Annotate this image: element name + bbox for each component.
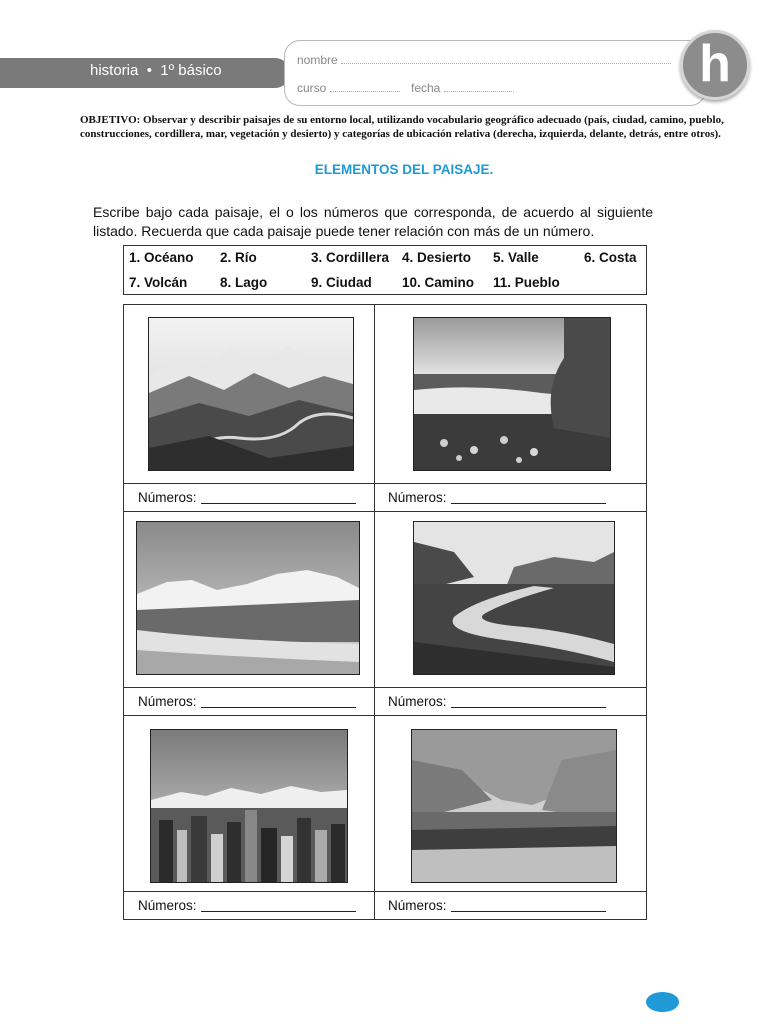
answer-field[interactable]	[138, 694, 356, 709]
subject-label: historia • 1º básico	[90, 62, 222, 79]
subject-bar	[0, 58, 290, 88]
course-label: curso	[297, 81, 327, 95]
list-item: 3. Cordillera	[311, 250, 390, 265]
answer-label: Números:	[138, 898, 197, 913]
logo	[680, 30, 750, 100]
landscape-grid	[123, 304, 647, 920]
student-info-box	[284, 40, 706, 106]
answer-field[interactable]	[388, 898, 606, 913]
page-title: ELEMENTOS DEL PAISAJE.	[314, 162, 494, 177]
answer-label: Números:	[138, 490, 197, 505]
list-item: 8. Lago	[220, 275, 268, 290]
coast-photo	[413, 317, 611, 471]
answer-field[interactable]	[388, 694, 606, 709]
page-number-dot	[646, 992, 679, 1012]
list-item: 4. Desierto	[402, 250, 472, 265]
instructions: Escribe bajo cada paisaje, el o los números que corresponda, de acuerdo al siguiente listado. Recuerda que cada paisaje puede tener relación con más de un número.	[93, 204, 653, 239]
date-field[interactable]	[411, 81, 514, 95]
list-item: 9. Ciudad	[311, 275, 372, 290]
answer-field[interactable]	[138, 490, 356, 505]
list-item: 10. Camino	[402, 275, 475, 290]
list-item: 6. Costa	[584, 250, 637, 265]
objective-text	[80, 113, 730, 141]
word-list	[123, 245, 647, 295]
answer-field[interactable]	[138, 898, 356, 913]
answer-label: Números:	[388, 490, 447, 505]
answer-label: Números:	[388, 898, 447, 913]
mountain-road-photo	[148, 317, 354, 471]
answer-label: Números:	[388, 694, 447, 709]
course-field[interactable]	[297, 81, 400, 95]
desert-mountains-photo	[136, 521, 360, 675]
list-item: 5. Valle	[493, 250, 539, 265]
list-item: 11. Pueblo	[493, 275, 560, 290]
name-label: nombre	[297, 53, 338, 67]
logo-letter: h	[699, 35, 731, 93]
river-valley-photo	[413, 521, 615, 675]
answer-label: Números:	[138, 694, 197, 709]
name-field[interactable]	[297, 53, 671, 67]
list-item: 2. Río	[220, 250, 257, 265]
answer-field[interactable]	[388, 490, 606, 505]
date-label: fecha	[411, 81, 441, 95]
objective-body: Observar y describir paisajes de su entorno local, utilizando vocabulario geográfico adecuado (país, ciudad, camino, pueblo, construcciones, cordillera, mar, vegetación y desierto) y categorías de ubicación relativa (derecha, izquierda, delante, detrás, entre otros).	[80, 114, 724, 140]
city-photo	[150, 729, 348, 883]
lake-valley-photo	[411, 729, 617, 883]
list-item: 1. Océano	[129, 250, 194, 265]
objective-label: OBJETIVO:	[80, 114, 141, 126]
list-item: 7. Volcán	[129, 275, 188, 290]
